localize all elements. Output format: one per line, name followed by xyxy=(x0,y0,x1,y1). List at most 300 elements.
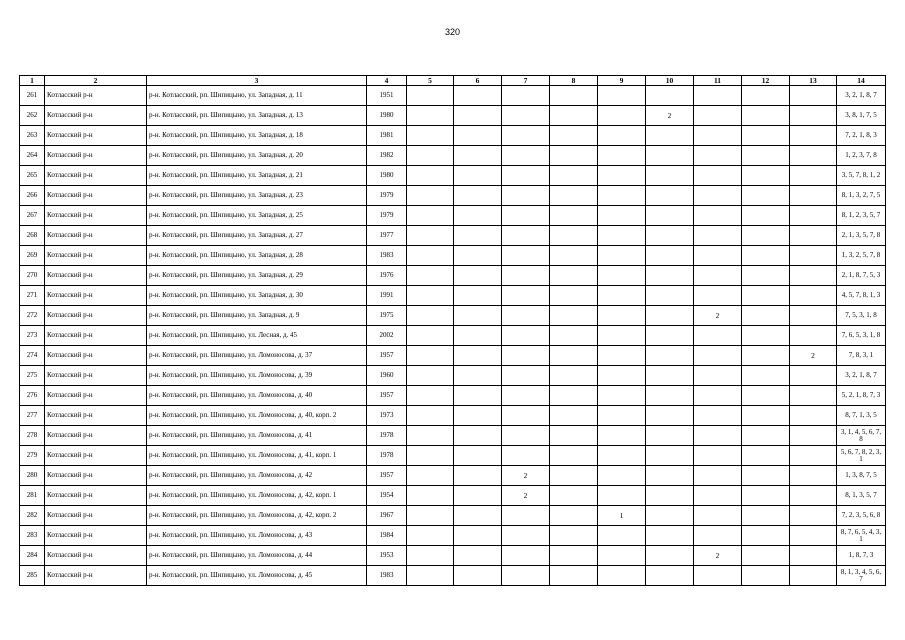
mark-cell-col-9 xyxy=(598,486,646,506)
mark-cell-col-8 xyxy=(550,346,598,366)
mark-cell-col-13 xyxy=(790,206,837,226)
mark-cell-col-13 xyxy=(790,466,837,486)
row-number: 273 xyxy=(20,326,45,346)
sequence-cell: 3, 2, 1, 8, 7 xyxy=(837,86,886,106)
year-cell: 2002 xyxy=(367,326,407,346)
mark-cell-col-12 xyxy=(742,226,790,246)
mark-cell-col-7: 2 xyxy=(502,466,550,486)
mark-cell-col-13 xyxy=(790,146,837,166)
table-row xyxy=(20,206,886,226)
sequence-cell: 3, 8, 1, 7, 5 xyxy=(837,106,886,126)
table-row xyxy=(20,546,886,566)
mark-cell-col-9 xyxy=(598,86,646,106)
row-number: 278 xyxy=(20,426,45,446)
year-cell: 1981 xyxy=(367,126,407,146)
year-cell: 1991 xyxy=(367,286,407,306)
mark-cell-col-5 xyxy=(407,106,454,126)
mark-cell-col-5 xyxy=(407,466,454,486)
mark-cell-col-6 xyxy=(454,566,502,586)
address-cell: р-н. Котласский, рп. Шипицыно, ул. Западная, д. 29 xyxy=(147,266,367,286)
mark-cell-col-8 xyxy=(550,246,598,266)
mark-cell-col-9 xyxy=(598,266,646,286)
mark-cell-col-12 xyxy=(742,486,790,506)
mark-cell-col-6 xyxy=(454,286,502,306)
district-cell: Котласский р-н xyxy=(45,106,147,126)
table-row xyxy=(20,186,886,206)
mark-cell-col-10 xyxy=(646,286,694,306)
mark-cell-col-11 xyxy=(694,126,742,146)
mark-cell-col-7 xyxy=(502,506,550,526)
mark-cell-col-6 xyxy=(454,166,502,186)
column-header-7: 7 xyxy=(502,76,550,86)
mark-cell-col-5 xyxy=(407,246,454,266)
sequence-cell: 1, 8, 7, 3 xyxy=(837,546,886,566)
address-cell: р-н. Котласский, рп. Шипицыно, ул. Ломоносова, д. 44 xyxy=(147,546,367,566)
mark-cell-col-7 xyxy=(502,366,550,386)
mark-cell-col-8 xyxy=(550,126,598,146)
district-cell: Котласский р-н xyxy=(45,286,147,306)
table-row xyxy=(20,166,886,186)
mark-cell-col-5 xyxy=(407,526,454,546)
mark-cell-col-7 xyxy=(502,166,550,186)
mark-cell-col-12 xyxy=(742,526,790,546)
mark-cell-col-8 xyxy=(550,326,598,346)
address-cell: р-н. Котласский, рп. Шипицыно, ул. Ломоносова, д. 41 xyxy=(147,426,367,446)
mark-cell-col-6 xyxy=(454,466,502,486)
mark-cell-col-9 xyxy=(598,386,646,406)
row-number: 281 xyxy=(20,486,45,506)
mark-cell-col-9 xyxy=(598,206,646,226)
address-cell: р-н. Котласский, рп. Шипицыно, ул. Ломоносова, д. 42 xyxy=(147,466,367,486)
mark-cell-col-12 xyxy=(742,326,790,346)
district-cell: Котласский р-н xyxy=(45,226,147,246)
mark-cell-col-6 xyxy=(454,206,502,226)
address-cell: р-н. Котласский, рп. Шипицыно, ул. Западная, д. 27 xyxy=(147,226,367,246)
mark-cell-col-8 xyxy=(550,166,598,186)
mark-cell-col-6 xyxy=(454,366,502,386)
mark-cell-col-9 xyxy=(598,146,646,166)
mark-cell-col-13 xyxy=(790,546,837,566)
mark-cell-col-7 xyxy=(502,386,550,406)
mark-cell-col-13 xyxy=(790,386,837,406)
address-cell: р-н. Котласский, рп. Шипицыно, ул. Западная, д. 25 xyxy=(147,206,367,226)
mark-cell-col-13 xyxy=(790,486,837,506)
district-cell: Котласский р-н xyxy=(45,466,147,486)
row-number: 265 xyxy=(20,166,45,186)
row-number: 285 xyxy=(20,566,45,586)
mark-cell-col-6 xyxy=(454,486,502,506)
row-number: 283 xyxy=(20,526,45,546)
mark-cell-col-10 xyxy=(646,246,694,266)
mark-cell-col-9 xyxy=(598,406,646,426)
mark-cell-col-10 xyxy=(646,306,694,326)
year-cell: 1980 xyxy=(367,166,407,186)
mark-cell-col-7 xyxy=(502,266,550,286)
mark-cell-col-8 xyxy=(550,386,598,406)
mark-cell-col-11 xyxy=(694,426,742,446)
mark-cell-col-7 xyxy=(502,86,550,106)
mark-cell-col-8 xyxy=(550,406,598,426)
mark-cell-col-8 xyxy=(550,146,598,166)
mark-cell-col-7 xyxy=(502,346,550,366)
mark-cell-col-11 xyxy=(694,386,742,406)
mark-cell-col-5 xyxy=(407,126,454,146)
mark-cell-col-12 xyxy=(742,186,790,206)
sequence-cell: 2, 1, 3, 5, 7, 8 xyxy=(837,226,886,246)
mark-cell-col-6 xyxy=(454,386,502,406)
table-row xyxy=(20,526,886,546)
row-number: 282 xyxy=(20,506,45,526)
mark-cell-col-12 xyxy=(742,146,790,166)
mark-cell-col-7 xyxy=(502,566,550,586)
sequence-cell: 5, 6, 7, 8, 2, 3, 1 xyxy=(837,446,886,466)
mark-cell-col-7 xyxy=(502,246,550,266)
mark-cell-col-5 xyxy=(407,186,454,206)
address-cell: р-н. Котласский, рп. Шипицыно, ул. Ломоносова, д. 40 xyxy=(147,386,367,406)
mark-cell-col-13 xyxy=(790,366,837,386)
mark-cell-col-7 xyxy=(502,106,550,126)
sequence-cell: 7, 6, 5, 3, 1, 8 xyxy=(837,326,886,346)
mark-cell-col-6 xyxy=(454,186,502,206)
address-cell: р-н. Котласский, рп. Шипицыно, ул. Западная, д. 18 xyxy=(147,126,367,146)
district-cell: Котласский р-н xyxy=(45,186,147,206)
row-number: 279 xyxy=(20,446,45,466)
year-cell: 1975 xyxy=(367,306,407,326)
mark-cell-col-13 xyxy=(790,286,837,306)
district-cell: Котласский р-н xyxy=(45,426,147,446)
mark-cell-col-10 xyxy=(646,386,694,406)
mark-cell-col-8 xyxy=(550,226,598,246)
mark-cell-col-8 xyxy=(550,86,598,106)
mark-cell-col-6 xyxy=(454,106,502,126)
mark-cell-col-5 xyxy=(407,286,454,306)
sequence-cell: 8, 1, 3, 5, 7 xyxy=(837,486,886,506)
sequence-cell: 7, 8, 3, 1 xyxy=(837,346,886,366)
column-header-2: 2 xyxy=(45,76,147,86)
mark-cell-col-8 xyxy=(550,186,598,206)
mark-cell-col-12 xyxy=(742,346,790,366)
table-row xyxy=(20,326,886,346)
mark-cell-col-9 xyxy=(598,346,646,366)
mark-cell-col-13 xyxy=(790,166,837,186)
mark-cell-col-11 xyxy=(694,506,742,526)
column-header-5: 5 xyxy=(407,76,454,86)
mark-cell-col-11: 2 xyxy=(694,546,742,566)
mark-cell-col-12 xyxy=(742,266,790,286)
district-cell: Котласский р-н xyxy=(45,126,147,146)
row-number: 263 xyxy=(20,126,45,146)
mark-cell-col-12 xyxy=(742,426,790,446)
sequence-cell: 2, 1, 8, 7, 5, 3 xyxy=(837,266,886,286)
mark-cell-col-12 xyxy=(742,466,790,486)
table-row xyxy=(20,366,886,386)
mark-cell-col-5 xyxy=(407,326,454,346)
mark-cell-col-7: 2 xyxy=(502,486,550,506)
mark-cell-col-10 xyxy=(646,486,694,506)
row-number: 276 xyxy=(20,386,45,406)
mark-cell-col-9 xyxy=(598,306,646,326)
mark-cell-col-9: 1 xyxy=(598,506,646,526)
mark-cell-col-11 xyxy=(694,246,742,266)
mark-cell-col-9 xyxy=(598,186,646,206)
column-header-11: 11 xyxy=(694,76,742,86)
header-row xyxy=(20,76,886,86)
mark-cell-col-13 xyxy=(790,186,837,206)
mark-cell-col-11 xyxy=(694,486,742,506)
district-cell: Котласский р-н xyxy=(45,306,147,326)
mark-cell-col-13 xyxy=(790,566,837,586)
mark-cell-col-6 xyxy=(454,266,502,286)
row-number: 270 xyxy=(20,266,45,286)
mark-cell-col-10 xyxy=(646,406,694,426)
address-cell: р-н. Котласский, рп. Шипицыно, ул. Ломоносова, д. 39 xyxy=(147,366,367,386)
mark-cell-col-7 xyxy=(502,446,550,466)
row-number: 264 xyxy=(20,146,45,166)
mark-cell-col-12 xyxy=(742,406,790,426)
mark-cell-col-11 xyxy=(694,186,742,206)
mark-cell-col-9 xyxy=(598,546,646,566)
year-cell: 1967 xyxy=(367,506,407,526)
mark-cell-col-8 xyxy=(550,306,598,326)
column-header-14: 14 xyxy=(837,76,886,86)
address-cell: р-н. Котласский, рп. Шипицыно, ул. Западная, д. 11 xyxy=(147,86,367,106)
mark-cell-col-10 xyxy=(646,226,694,246)
mark-cell-col-7 xyxy=(502,546,550,566)
mark-cell-col-9 xyxy=(598,246,646,266)
sequence-cell: 1, 2, 3, 7, 8 xyxy=(837,146,886,166)
table-row xyxy=(20,466,886,486)
mark-cell-col-7 xyxy=(502,146,550,166)
table-row xyxy=(20,246,886,266)
mark-cell-col-10 xyxy=(646,426,694,446)
mark-cell-col-9 xyxy=(598,226,646,246)
row-number: 284 xyxy=(20,546,45,566)
mark-cell-col-11 xyxy=(694,266,742,286)
mark-cell-col-12 xyxy=(742,366,790,386)
district-cell: Котласский р-н xyxy=(45,346,147,366)
year-cell: 1982 xyxy=(367,146,407,166)
mark-cell-col-12 xyxy=(742,306,790,326)
mark-cell-col-12 xyxy=(742,126,790,146)
mark-cell-col-8 xyxy=(550,366,598,386)
mark-cell-col-11 xyxy=(694,106,742,126)
table-row xyxy=(20,426,886,446)
column-header-10: 10 xyxy=(646,76,694,86)
column-header-9: 9 xyxy=(598,76,646,86)
mark-cell-col-7 xyxy=(502,186,550,206)
mark-cell-col-8 xyxy=(550,206,598,226)
year-cell: 1957 xyxy=(367,346,407,366)
mark-cell-col-13 xyxy=(790,226,837,246)
sequence-cell: 8, 1, 3, 2, 7, 5 xyxy=(837,186,886,206)
mark-cell-col-6 xyxy=(454,446,502,466)
mark-cell-col-13 xyxy=(790,246,837,266)
address-cell: р-н. Котласский, рп. Шипицыно, ул. Западная, д. 21 xyxy=(147,166,367,186)
mark-cell-col-13 xyxy=(790,326,837,346)
year-cell: 1979 xyxy=(367,206,407,226)
mark-cell-col-8 xyxy=(550,106,598,126)
table-body xyxy=(20,86,886,586)
table-row xyxy=(20,266,886,286)
row-number: 261 xyxy=(20,86,45,106)
mark-cell-col-6 xyxy=(454,306,502,326)
mark-cell-col-5 xyxy=(407,506,454,526)
year-cell: 1979 xyxy=(367,186,407,206)
mark-cell-col-10 xyxy=(646,146,694,166)
mark-cell-col-11 xyxy=(694,226,742,246)
mark-cell-col-5 xyxy=(407,406,454,426)
mark-cell-col-11 xyxy=(694,326,742,346)
row-number: 280 xyxy=(20,466,45,486)
district-cell: Котласский р-н xyxy=(45,546,147,566)
mark-cell-col-10 xyxy=(646,466,694,486)
column-header-6: 6 xyxy=(454,76,502,86)
year-cell: 1984 xyxy=(367,526,407,546)
mark-cell-col-5 xyxy=(407,486,454,506)
column-header-13: 13 xyxy=(790,76,837,86)
buildings-table xyxy=(19,75,886,586)
address-cell: р-н. Котласский, рп. Шипицыно, ул. Западная, д. 9 xyxy=(147,306,367,326)
mark-cell-col-8 xyxy=(550,526,598,546)
mark-cell-col-5 xyxy=(407,366,454,386)
mark-cell-col-5 xyxy=(407,166,454,186)
mark-cell-col-10 xyxy=(646,206,694,226)
table-row xyxy=(20,406,886,426)
table-header xyxy=(20,76,886,86)
mark-cell-col-5 xyxy=(407,446,454,466)
column-header-4: 4 xyxy=(367,76,407,86)
mark-cell-col-10 xyxy=(646,446,694,466)
mark-cell-col-7 xyxy=(502,306,550,326)
district-cell: Котласский р-н xyxy=(45,326,147,346)
sequence-cell: 8, 7, 1, 3, 5 xyxy=(837,406,886,426)
mark-cell-col-7 xyxy=(502,326,550,346)
table-row xyxy=(20,146,886,166)
year-cell: 1980 xyxy=(367,106,407,126)
mark-cell-col-9 xyxy=(598,446,646,466)
address-cell: р-н. Котласский, рп. Шипицыно, ул. Ломоносова, д. 40, корп. 2 xyxy=(147,406,367,426)
row-number: 268 xyxy=(20,226,45,246)
sequence-cell: 5, 2, 1, 8, 7, 3 xyxy=(837,386,886,406)
mark-cell-col-9 xyxy=(598,106,646,126)
mark-cell-col-11 xyxy=(694,206,742,226)
mark-cell-col-10 xyxy=(646,506,694,526)
year-cell: 1976 xyxy=(367,266,407,286)
year-cell: 1977 xyxy=(367,226,407,246)
sequence-cell: 4, 5, 7, 8, 1, 3 xyxy=(837,286,886,306)
row-number: 272 xyxy=(20,306,45,326)
mark-cell-col-12 xyxy=(742,566,790,586)
address-cell: р-н. Котласский, рп. Шипицыно, ул. Западная, д. 28 xyxy=(147,246,367,266)
address-cell: р-н. Котласский, рп. Шипицыно, ул. Ломоносова, д. 42, корп. 2 xyxy=(147,506,367,526)
mark-cell-col-6 xyxy=(454,526,502,546)
address-cell: р-н. Котласский, рп. Шипицыно, ул. Ломоносова, д. 37 xyxy=(147,346,367,366)
sequence-cell: 3, 5, 7, 8, 1, 2 xyxy=(837,166,886,186)
mark-cell-col-5 xyxy=(407,346,454,366)
mark-cell-col-7 xyxy=(502,526,550,546)
mark-cell-col-12 xyxy=(742,246,790,266)
district-cell: Котласский р-н xyxy=(45,146,147,166)
mark-cell-col-8 xyxy=(550,266,598,286)
district-cell: Котласский р-н xyxy=(45,166,147,186)
mark-cell-col-5 xyxy=(407,226,454,246)
mark-cell-col-13 xyxy=(790,406,837,426)
row-number: 262 xyxy=(20,106,45,126)
mark-cell-col-8 xyxy=(550,546,598,566)
table-row xyxy=(20,506,886,526)
mark-cell-col-9 xyxy=(598,526,646,546)
mark-cell-col-13 xyxy=(790,506,837,526)
mark-cell-col-6 xyxy=(454,406,502,426)
table-row xyxy=(20,286,886,306)
address-cell: р-н. Котласский, рп. Шипицыно, ул. Западная, д. 30 xyxy=(147,286,367,306)
sequence-cell: 7, 5, 3, 1, 8 xyxy=(837,306,886,326)
table-row xyxy=(20,126,886,146)
year-cell: 1957 xyxy=(367,386,407,406)
year-cell: 1954 xyxy=(367,486,407,506)
address-cell: р-н. Котласский, рп. Шипицыно, ул. Ломоносова, д. 41, корп. 1 xyxy=(147,446,367,466)
column-header-1: 1 xyxy=(20,76,45,86)
mark-cell-col-5 xyxy=(407,386,454,406)
mark-cell-col-9 xyxy=(598,126,646,146)
address-cell: р-н. Котласский, рп. Шипицыно, ул. Западная, д. 13 xyxy=(147,106,367,126)
mark-cell-col-7 xyxy=(502,426,550,446)
mark-cell-col-7 xyxy=(502,126,550,146)
mark-cell-col-13 xyxy=(790,126,837,146)
mark-cell-col-9 xyxy=(598,166,646,186)
mark-cell-col-12 xyxy=(742,446,790,466)
mark-cell-col-11 xyxy=(694,86,742,106)
mark-cell-col-8 xyxy=(550,426,598,446)
year-cell: 1973 xyxy=(367,406,407,426)
mark-cell-col-11 xyxy=(694,406,742,426)
mark-cell-col-12 xyxy=(742,506,790,526)
page-number: 320 xyxy=(444,27,461,37)
sequence-cell: 3, 2, 1, 8, 7 xyxy=(837,366,886,386)
sequence-cell: 8, 1, 2, 3, 5, 7 xyxy=(837,206,886,226)
mark-cell-col-6 xyxy=(454,326,502,346)
sequence-cell: 8, 1, 3, 4, 5, 6, 7 xyxy=(837,566,886,586)
year-cell: 1983 xyxy=(367,246,407,266)
mark-cell-col-12 xyxy=(742,86,790,106)
year-cell: 1983 xyxy=(367,566,407,586)
mark-cell-col-9 xyxy=(598,286,646,306)
mark-cell-col-7 xyxy=(502,226,550,246)
column-header-12: 12 xyxy=(742,76,790,86)
mark-cell-col-8 xyxy=(550,566,598,586)
row-number: 269 xyxy=(20,246,45,266)
mark-cell-col-10 xyxy=(646,166,694,186)
district-cell: Котласский р-н xyxy=(45,566,147,586)
address-cell: р-н. Котласский, рп. Шипицыно, ул. Лесная, д. 45 xyxy=(147,326,367,346)
row-number: 266 xyxy=(20,186,45,206)
mark-cell-col-11 xyxy=(694,366,742,386)
mark-cell-col-5 xyxy=(407,266,454,286)
mark-cell-col-11: 2 xyxy=(694,306,742,326)
mark-cell-col-5 xyxy=(407,426,454,446)
mark-cell-col-5 xyxy=(407,306,454,326)
mark-cell-col-6 xyxy=(454,426,502,446)
mark-cell-col-12 xyxy=(742,106,790,126)
mark-cell-col-12 xyxy=(742,386,790,406)
mark-cell-col-10 xyxy=(646,546,694,566)
mark-cell-col-11 xyxy=(694,466,742,486)
sequence-cell: 7, 2, 1, 8, 3 xyxy=(837,126,886,146)
table-row xyxy=(20,106,886,126)
mark-cell-col-10 xyxy=(646,86,694,106)
table-row xyxy=(20,566,886,586)
column-header-3: 3 xyxy=(147,76,367,86)
